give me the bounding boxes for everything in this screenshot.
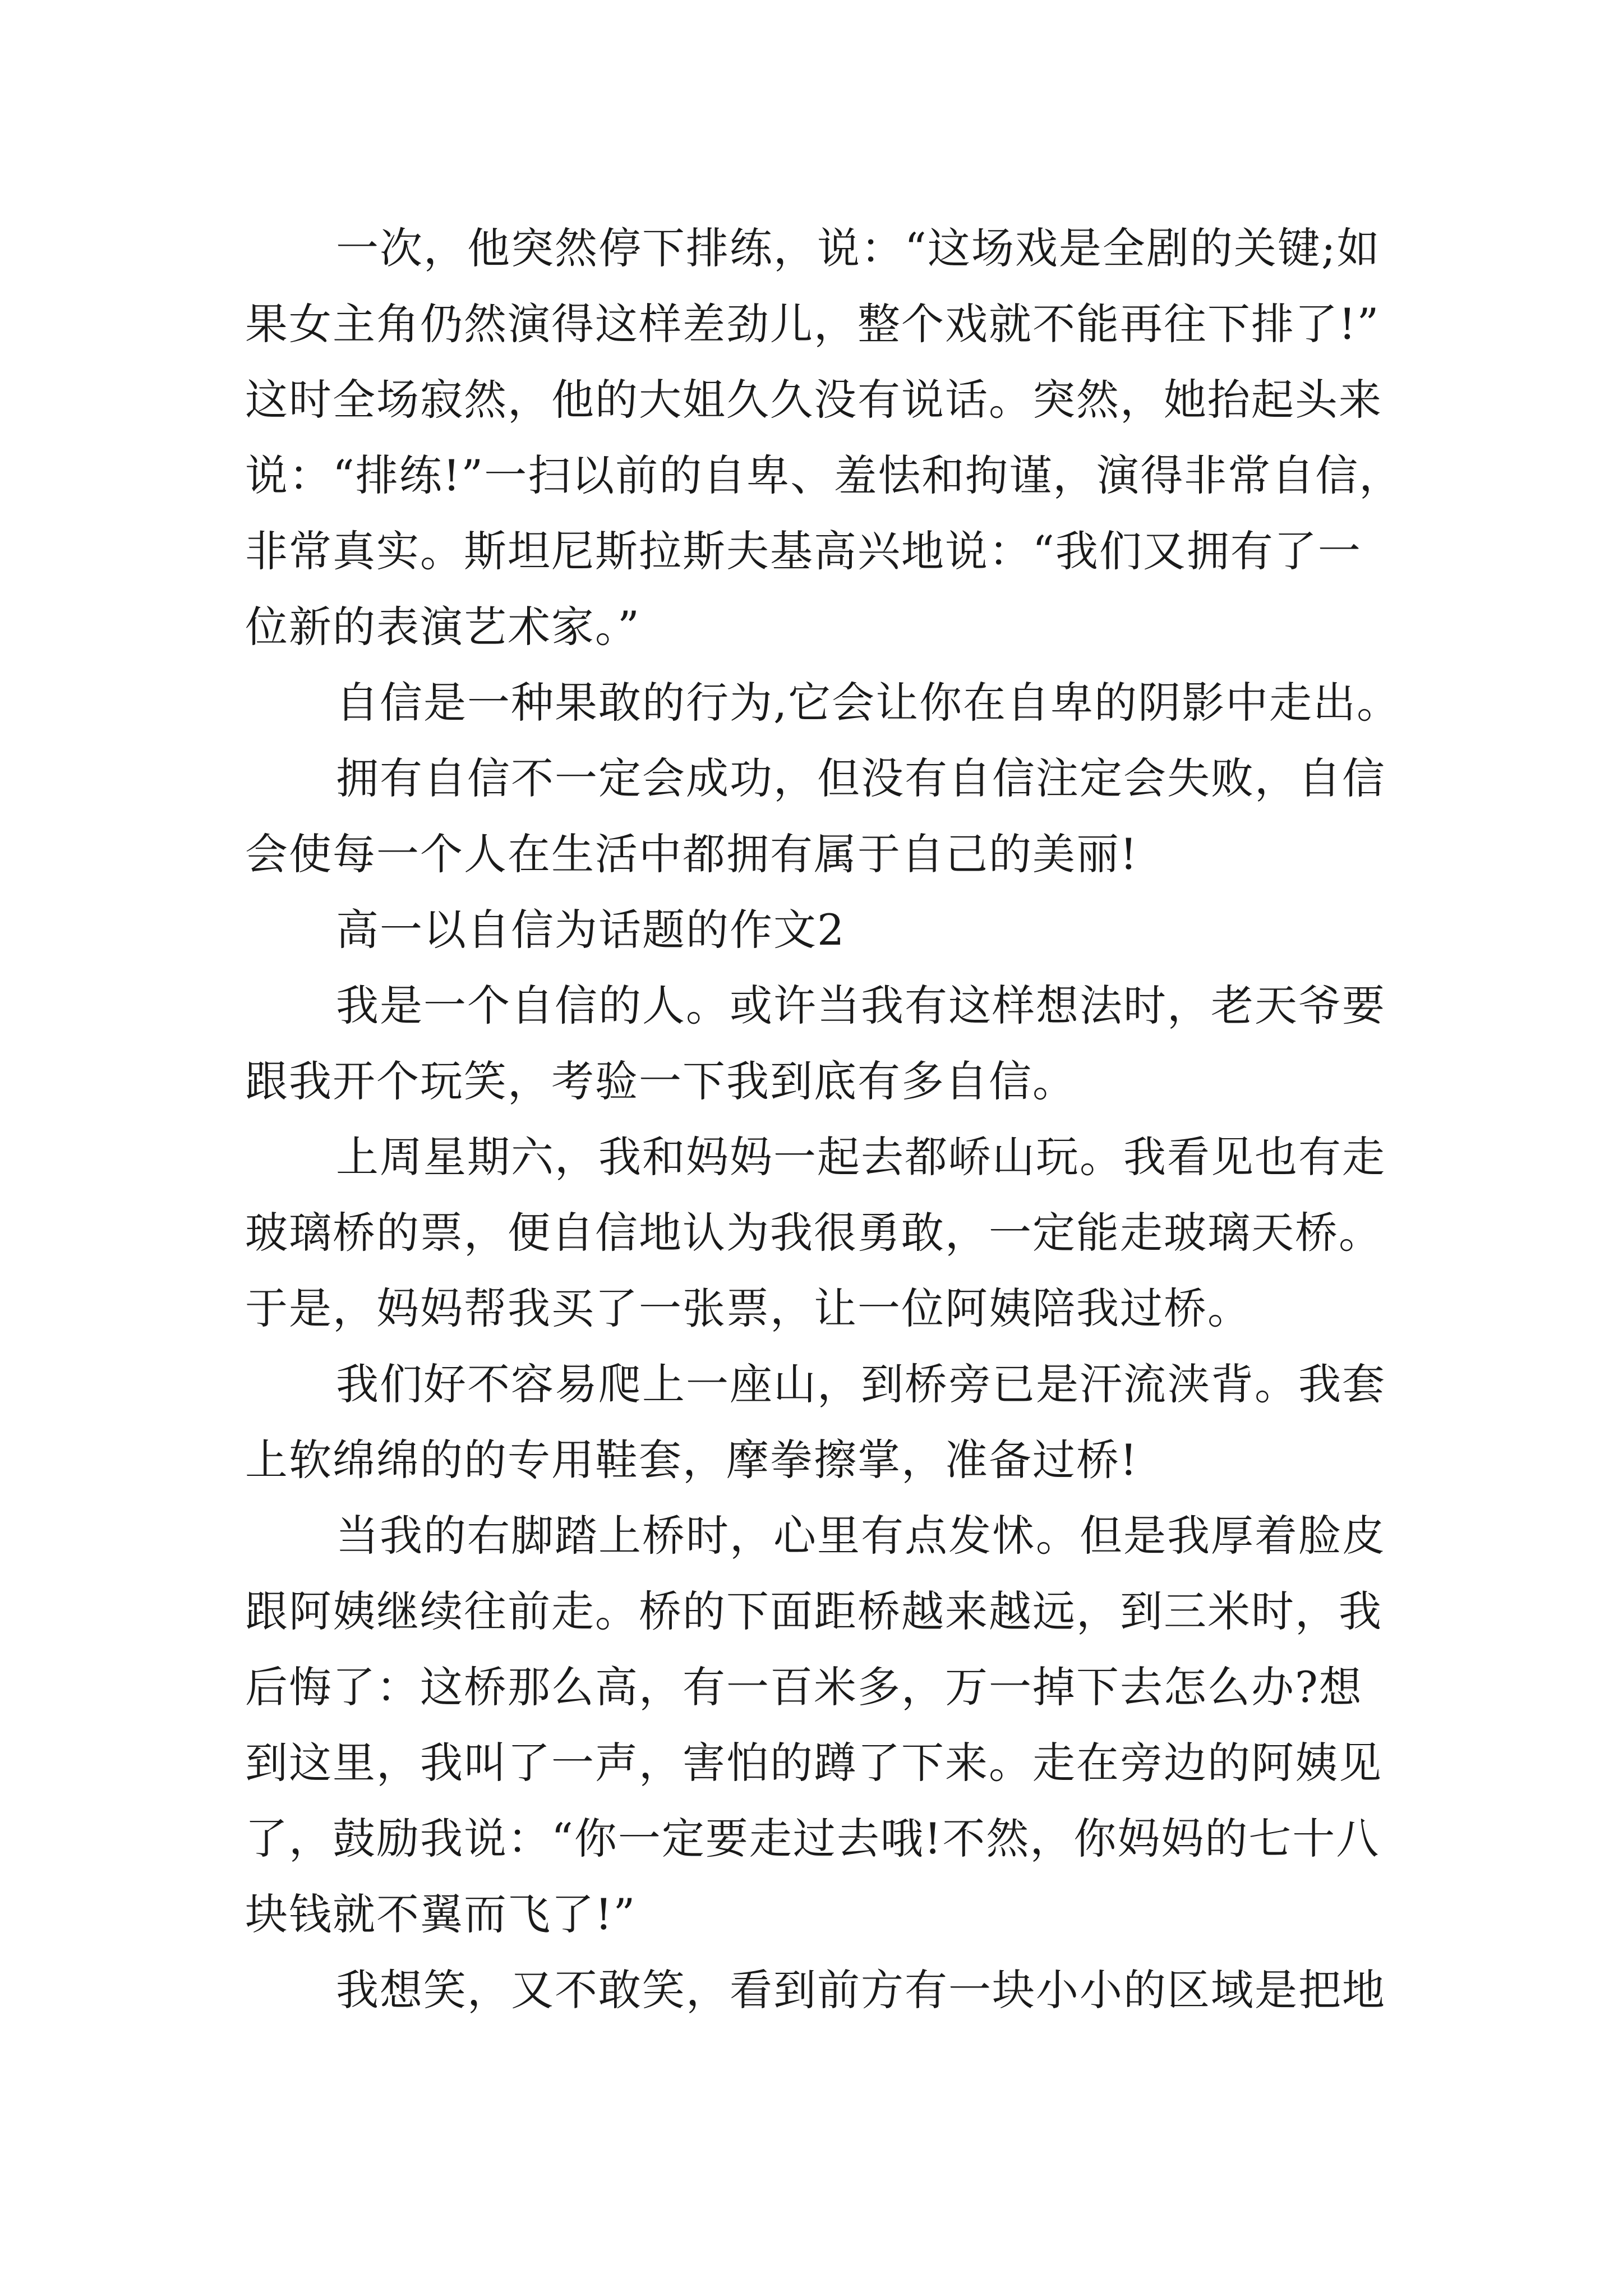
text-line: 我们好不容易爬上一座山，到桥旁已是汗流浃背。我套 bbox=[336, 1359, 1386, 1409]
text-line: 跟阿姨继续往前走。桥的下面距桥越来越远，到三米时，我 bbox=[245, 1586, 1382, 1636]
text-line: 自信是一种果敢的行为,它会让你在自卑的阴影中走出。 bbox=[336, 678, 1401, 728]
text-line: 位新的表演艺术家。” bbox=[245, 602, 640, 652]
text-line: 块钱就不翼而飞了!” bbox=[245, 1889, 637, 1939]
text-line: 了，鼓励我说：“你一定要走过去哦!不然，你妈妈的七十八 bbox=[245, 1814, 1380, 1864]
text-line: 非常真实。斯坦尼斯拉斯夫基高兴地说：“我们又拥有了一 bbox=[245, 526, 1362, 576]
text-line: 上软绵绵的的专用鞋套，摩拳擦掌，准备过桥! bbox=[245, 1435, 1138, 1485]
text-line: 说：“排练!”一扫以前的自卑、羞怯和拘谨，演得非常自信， bbox=[245, 450, 1403, 500]
text-line: 后悔了：这桥那么高，有一百米多，万一掉下去怎么办?想 bbox=[245, 1662, 1363, 1712]
essay-body bbox=[245, 210, 1403, 2028]
text-line: 果女主角仍然演得这样差劲儿，整个戏就不能再往下排了!” bbox=[245, 299, 1380, 349]
text-line: 当我的右脚踏上桥时，心里有点发怵。但是我厚着脸皮 bbox=[336, 1511, 1386, 1561]
text-line: 跟我开个玩笑，考验一下我到底有多自信。 bbox=[245, 1056, 1076, 1106]
text-line: 我想笑，又不敢笑，看到前方有一块小小的区域是把地 bbox=[336, 1965, 1386, 2015]
text-line: 玻璃桥的票，便自信地认为我很勇敢，一定能走玻璃天桥。 bbox=[245, 1208, 1382, 1258]
text-line: 拥有自信不一定会成功，但没有自信注定会失败，自信 bbox=[336, 753, 1386, 803]
text-line: 我是一个自信的人。或许当我有这样想法时，老天爷要 bbox=[336, 981, 1386, 1030]
text-line: 到这里，我叫了一声，害怕的蹲了下来。走在旁边的阿姨见 bbox=[245, 1738, 1382, 1788]
text-line: 这时全场寂然，他的大姐久久没有说话。突然，她抬起头来 bbox=[245, 375, 1382, 425]
text-line: 一次，他突然停下排练，说：“这场戏是全剧的关键;如 bbox=[336, 223, 1381, 273]
text-line: 于是，妈妈帮我买了一张票，让一位阿姨陪我过桥。 bbox=[245, 1283, 1251, 1333]
text-line: 会使每一个人在生活中都拥有属于自己的美丽! bbox=[245, 829, 1138, 879]
text-line: 高一以自信为话题的作文2 bbox=[336, 905, 846, 955]
text-line: 上周星期六，我和妈妈一起去都峤山玩。我看见也有走 bbox=[336, 1132, 1386, 1182]
